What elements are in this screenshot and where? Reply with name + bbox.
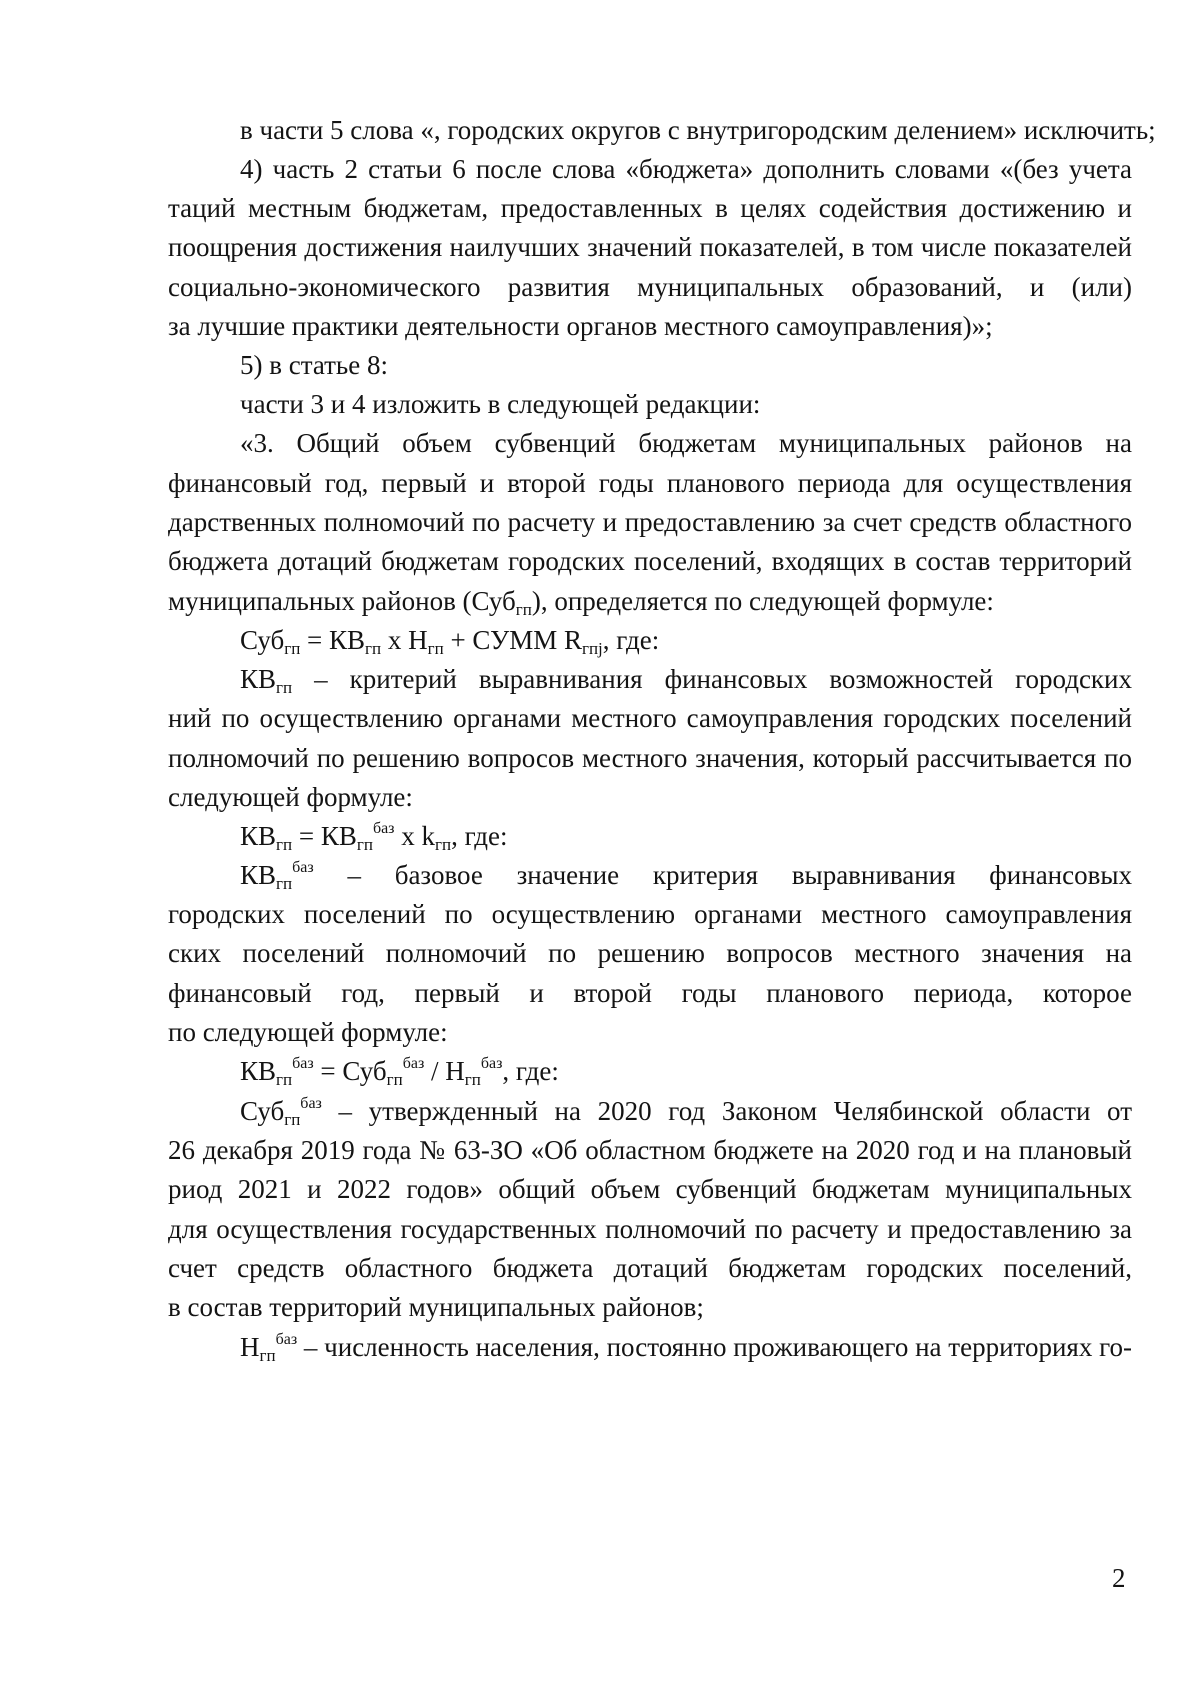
- text-line: финансовый год, первый и второй годы планового периода для осуществления: [168, 468, 1132, 498]
- text-line: городских поселений по осуществлению органами местного самоуправления: [168, 899, 1132, 929]
- text-line: в части 5 слова «, городских округов с внутригородским делением» исключить;: [240, 115, 1156, 145]
- text-line: риод 2021 и 2022 годов» общий объем субвенций бюджетам муниципальных: [168, 1174, 1132, 1204]
- text-line: финансовый год, первый и второй годы планового периода, которое: [168, 978, 1132, 1008]
- formula-line: $Суб_{гп} = КВ_{гп}$ х $Н_{гп}$ + СУММ $R_{гпj}$, где:: [240, 625, 660, 658]
- text-line: следующей формуле:: [168, 782, 413, 812]
- text-line: таций местным бюджетам, предоставленных в целях содействия достижению и: [168, 193, 1132, 223]
- text-line: «3. Общий объем субвенций бюджетам муниципальных районов на: [240, 428, 1132, 458]
- text-line: дарственных полномочий по расчету и предоставлению за счет средств областного: [168, 507, 1132, 537]
- text-line: полномочий по решению вопросов местного значения, который рассчитывается по: [168, 743, 1132, 773]
- text-line: муниципальных районов (Суб$_{гп}$), определяется по следующей формуле:: [168, 586, 994, 619]
- text-line: для осуществления государственных полномочий по расчету и предоставлению за: [168, 1214, 1132, 1244]
- text-line: 5) в статье 8:: [240, 350, 388, 380]
- text-line: 4) часть 2 статьи 6 после слова «бюджета» дополнить словами «(без учета: [240, 154, 1132, 184]
- text-line: ских поселений полномочий по решению вопросов местного значения на: [168, 938, 1132, 968]
- text-line: в состав территорий муниципальных районов;: [168, 1292, 704, 1322]
- text-line: бюджета дотаций бюджетам городских поселений, входящих в состав территорий: [168, 546, 1132, 576]
- text-line: счет средств областного бюджета дотаций бюджетам городских поселений,: [168, 1253, 1132, 1283]
- text-line: поощрения достижения наилучших значений показателей, в том числе показателей: [168, 232, 1132, 262]
- text-line: социально-экономического развития муниципальных образований, и (или): [168, 272, 1132, 302]
- text-line: за лучшие практики деятельности органов местного самоуправления)»;: [168, 311, 993, 341]
- page-number: 2: [1112, 1563, 1126, 1593]
- formula-line: $КВ_{гп} = КВ_{гп}^{баз}$ х $k_{гп}$, где:: [240, 820, 508, 854]
- text-line: Суб$_{гп}^{баз}$ – утвержденный на 2020 год Законом Челябинской области от: [240, 1095, 1132, 1128]
- formula-line: $КВ_{гп}^{баз} = Суб_{гп}^{баз} / Н_{гп}^{баз}$, где:: [240, 1055, 559, 1089]
- text-line: ний по осуществлению органами местного самоуправления городских поселений: [168, 703, 1132, 733]
- text-line: части 3 и 4 изложить в следующей редакции:: [240, 389, 761, 419]
- text-line: $КВ_{гп}^{баз}$ – базовое значение критерия выравнивания финансовых: [240, 859, 1132, 892]
- text-line: $КВ_{гп}$ – критерий выравнивания финансовых возможностей городских: [240, 664, 1132, 696]
- text-line: 26 декабря 2019 года № 63-ЗО «Об областном бюджете на 2020 год и на плановый: [168, 1135, 1132, 1165]
- text-line: $Н_{гп}^{баз}$ – численность населения, постоянно проживающего на территориях го-: [240, 1331, 1132, 1364]
- text-line: по следующей формуле:: [168, 1017, 448, 1047]
